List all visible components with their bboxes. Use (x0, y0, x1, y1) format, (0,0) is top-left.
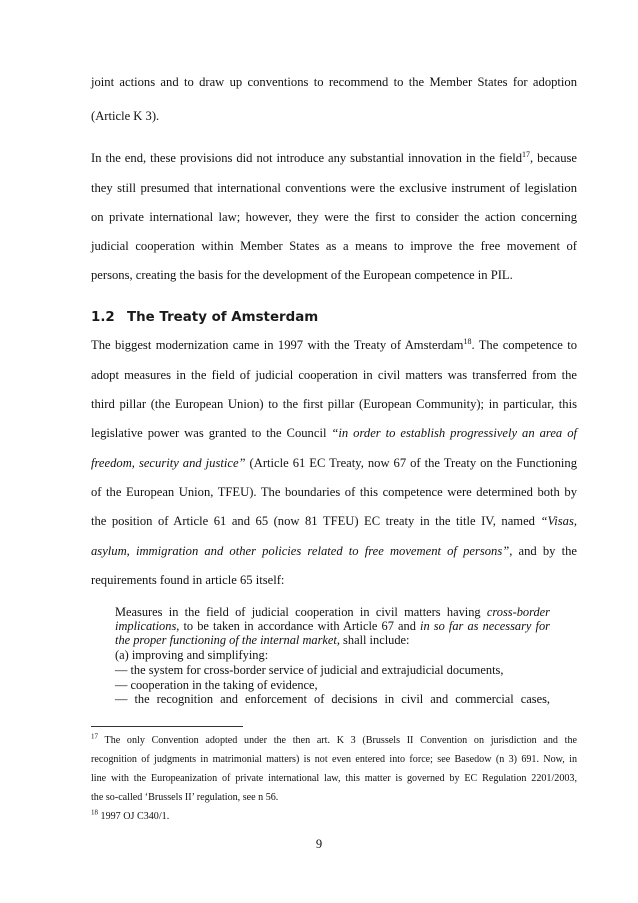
paragraph-line: they still presumed that international conventions were the exclusive instrument of legislation (91, 181, 577, 195)
paragraph-line: third pillar (the European Union) to the first pillar (European Community); in particular, this (91, 397, 577, 411)
paragraph-line: on private international law; however, they were the first to consider the action concerning (91, 210, 577, 224)
page-number: 9 (315, 837, 323, 851)
footnote-ref-17: 17 (522, 149, 531, 159)
footnote-ref-18: 18 (463, 336, 472, 346)
footnote-line: the so-called ‘Brussels II’ regulation, see n 56. (91, 792, 279, 803)
quote-line: implications, to be taken in accordance with Article 67 and in so far as necessary for (115, 619, 550, 633)
paragraph-line: legislative power was granted to the Council “in order to establish progressively an area of (91, 426, 577, 440)
section-heading (91, 310, 318, 325)
footnote-separator (91, 726, 243, 727)
footnote-line: recognition of judgments in matrimonial matters) is not even entered into force; see Basedow (n 3) 691. Now, in (91, 754, 577, 765)
footnote-18: $^{18}$ 1997 OJ C340/1. (91, 808, 170, 822)
footnote-line: line with the Europeanization of private international law, this matter is governed by EC Regulation 2201/2003, (91, 773, 577, 784)
paragraph-line: In the end, these provisions did not introduce any substantial innovation in the field$^{17}$, because (91, 149, 577, 165)
quote-line: — the recognition and enforcement of decisions in civil and commercial cases, (115, 692, 550, 706)
quote-line: (a) improving and simplifying: (115, 648, 269, 662)
paragraph-line: (Article K 3). (91, 109, 160, 123)
section-number: 1.2 (91, 310, 115, 325)
paragraph-line: freedom, security and justice” (Article 61 EC Treaty, now 67 of the Treaty on the Functioning (91, 456, 577, 470)
paragraph-line: joint actions and to draw up conventions to recommend to the Member States for adoption (91, 75, 577, 89)
paragraph-line: the position of Article 61 and 65 (now 81 TFEU) EC treaty in the title IV, named “Visas, (91, 514, 577, 528)
quote-line: — cooperation in the taking of evidence, (115, 678, 318, 692)
section-title: The Treaty of Amsterdam (127, 310, 319, 325)
quote-line: the proper functioning of the internal market, shall include: (115, 633, 410, 647)
paragraph-line: judicial cooperation within Member States as a means to improve the free movement of (91, 239, 577, 253)
paragraph-line: adopt measures in the field of judicial cooperation in civil matters was transferred from the (91, 368, 577, 382)
paragraph-line: requirements found in article 65 itself: (91, 573, 285, 587)
quote-line: — the system for cross-border service of judicial and extrajudicial documents, (115, 663, 504, 677)
quote-line: Measures in the field of judicial cooperation in civil matters having cross-border (115, 605, 550, 619)
paragraph-line: of the European Union, TFEU). The boundaries of this competence were determined both by (91, 485, 577, 499)
footnote-17: $^{17}$ The only Convention adopted under the then art. K 3 (Brussels II Convention on jurisdiction and the (91, 732, 578, 746)
paragraph-line: The biggest modernization came in 1997 with the Treaty of Amsterdam$^{18}$. The competence to (91, 336, 577, 352)
paragraph-line: persons, creating the basis for the development of the European competence in PIL. (91, 268, 513, 282)
paragraph-line: asylum, immigration and other policies related to free movement of persons”, and by the (91, 544, 577, 558)
